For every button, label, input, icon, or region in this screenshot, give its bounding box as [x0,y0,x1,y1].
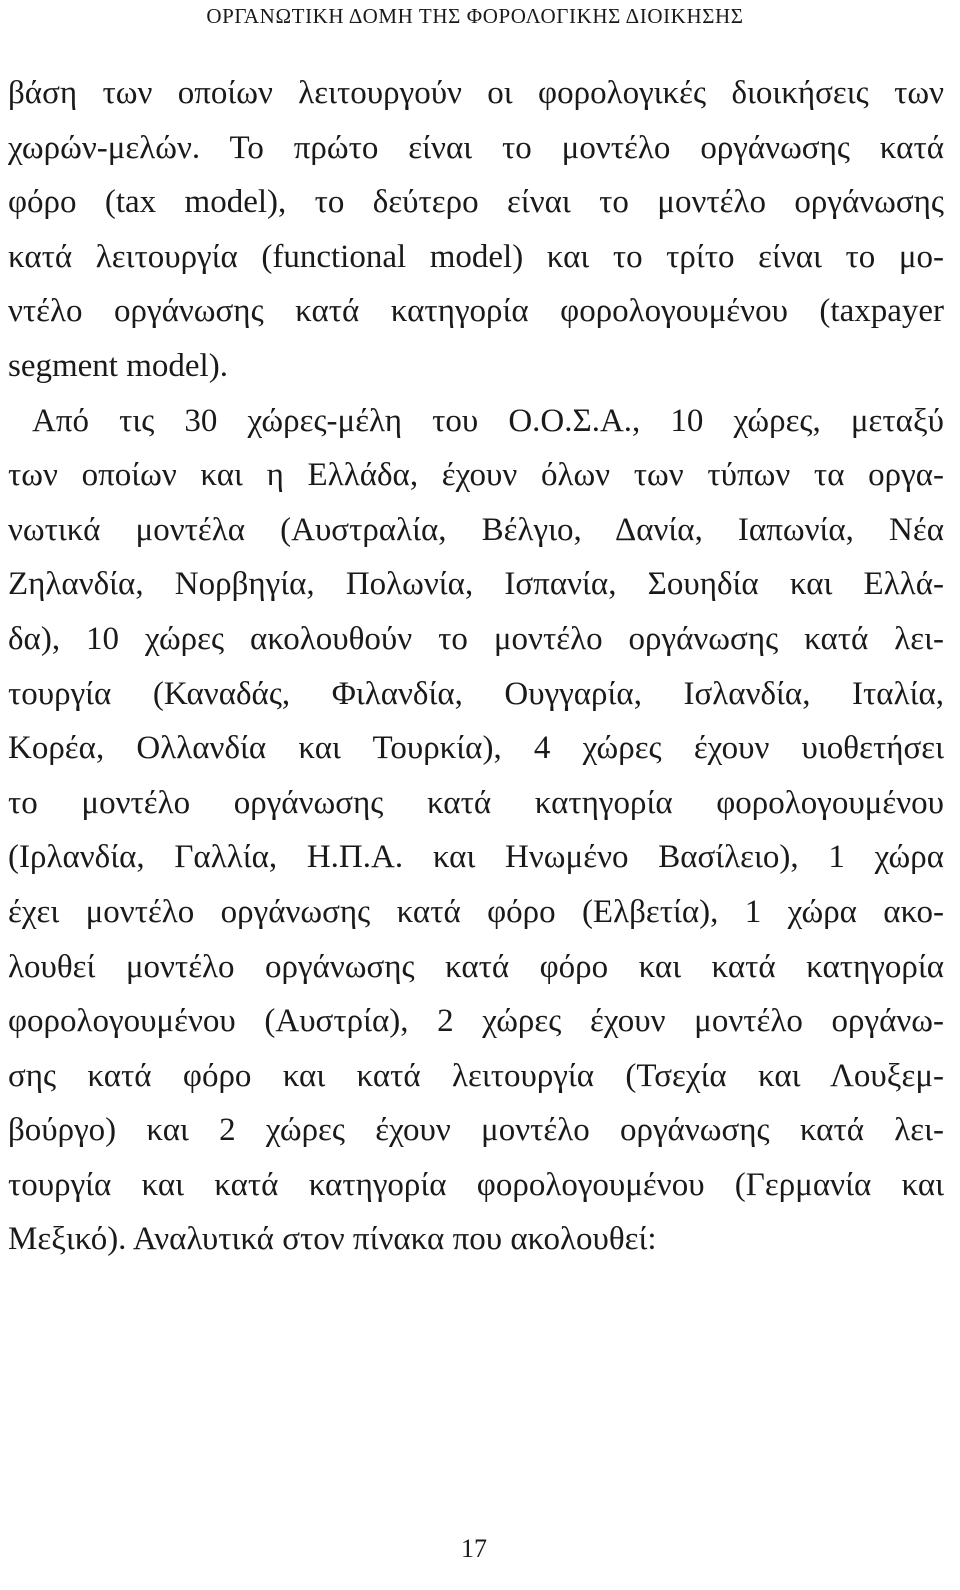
text-line: το μοντέλο οργάνωσης κατά κατηγορία φορολογουμένου [8,784,944,821]
text-line: φόρο (tax model), το δεύτερο είναι το μοντέλο οργάνωσης [8,184,944,221]
text-line: δα), 10 χώρες ακολουθούν το μοντέλο οργάνωσης κατά λει- [8,620,944,657]
running-header: ΟΡΓΑΝΩΤΙΚΗ ΔΟΜΗ ΤΗΣ ΦΟΡΟΛΟΓΙΚΗΣ ΔΙΟΙΚΗΣΗΣ [206,4,744,28]
text-line: λουθεί μοντέλο οργάνωσης κατά φόρο και κατά κατηγορία [8,948,944,985]
body-text [8,66,944,1267]
text-line: τουργία (Καναδάς, Φιλανδία, Ουγγαρία, Ισλανδία, Ιταλία, [8,675,944,712]
text-line: νωτικά μοντέλα (Αυστραλία, Βέλγιο, Δανία, Ιαπωνία, Νέα [8,511,944,548]
paragraph-end-line: segment model). [8,347,228,384]
text-line: των οποίων και η Ελλάδα, έχουν όλων των τύπων τα οργα- [8,457,944,494]
text-line: βούργο) και 2 χώρες έχουν μοντέλο οργάνωσης κατά λει- [8,1112,944,1149]
text-line: φορολογουμένου (Αυστρία), 2 χώρες έχουν μοντέλο οργάνω- [8,1003,944,1040]
text-line: έχει μοντέλο οργάνωσης κατά φόρο (Ελβετία), 1 χώρα ακο- [8,893,944,930]
text-line: τουργία και κατά κατηγορία φορολογουμένου (Γερμανία και [8,1166,944,1203]
text-line: βάση των οποίων λειτουργούν οι φορολογικές διοικήσεις των [8,75,944,111]
text-line: σης κατά φόρο και κατά λειτουργία (Τσεχία και Λουξεμ- [8,1057,944,1094]
text-line: κατά λειτουργία (functional model) και το τρίτο είναι το μο- [8,238,944,275]
paragraph-end-line: Μεξικό). Αναλυτικά στον πίνακα που ακολουθεί: [8,1221,657,1258]
page-number: 17 [461,1534,487,1563]
text-line: ντέλο οργάνωσης κατά κατηγορία φορολογουμένου (taxpayer [8,293,944,330]
text-line: Κορέα, Ολλανδία και Τουρκία), 4 χώρες έχουν υιοθετήσει [8,730,944,767]
paragraph-start-line: Από τις 30 χώρες-μέλη του Ο.Ο.Σ.Α., 10 χώρες, μεταξύ [32,402,944,439]
text-line: (Ιρλανδία, Γαλλία, Η.Π.Α. και Ηνωμένο Βασίλειο), 1 χώρα [8,839,944,876]
text-line: χωρών-μελών. Το πρώτο είναι το μοντέλο οργάνωσης κατά [8,129,944,166]
text-line: Ζηλανδία, Νορβηγία, Πολωνία, Ισπανία, Σουηδία και Ελλά- [8,566,944,603]
